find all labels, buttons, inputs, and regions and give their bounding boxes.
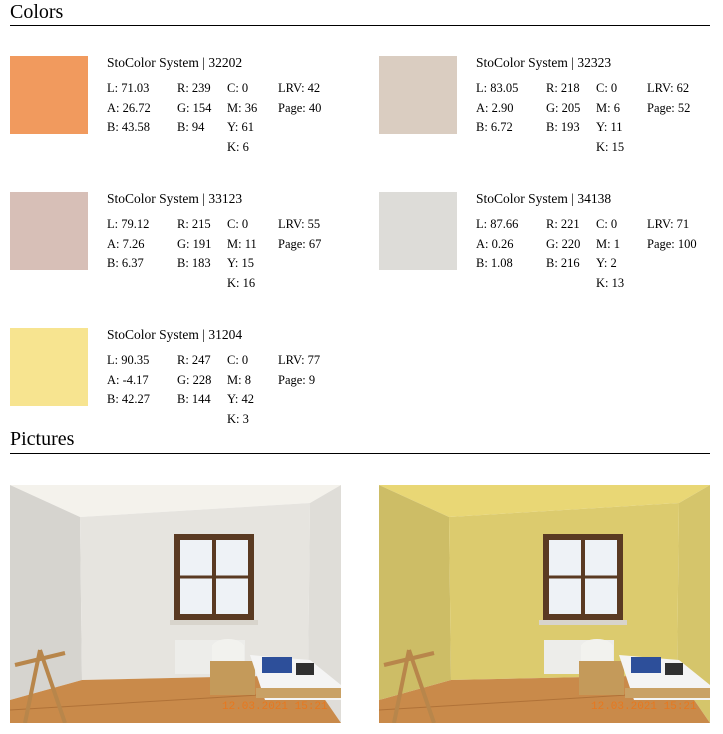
color-title: StoColor System | 33123	[107, 191, 243, 206]
color-swatch	[10, 56, 88, 134]
cmyk-values: C: 0 M: 36 Y: 61 K: 6	[227, 81, 258, 154]
lab-values: L: 79.12 A: 7.26 B: 6.37	[107, 217, 150, 270]
colors-heading: Colors	[10, 1, 64, 23]
pictures-heading: Pictures	[10, 428, 75, 450]
lab-values: L: 90.35 A: -4.17 B: 42.27	[107, 353, 151, 406]
color-card	[10, 56, 360, 176]
room-photo-recolored	[379, 485, 710, 723]
cmyk-values: C: 0 M: 1 Y: 2 K: 13	[596, 217, 625, 290]
color-card	[10, 192, 360, 312]
rgb-values: R: 221 G: 220 B: 216	[546, 217, 581, 270]
lrv-page-values: LRV: 62 Page: 52	[647, 81, 691, 115]
lab-values: L: 83.05 A: 2.90 B: 6.72	[476, 81, 519, 134]
color-title: StoColor System | 32323	[476, 55, 612, 70]
color-swatch	[379, 192, 457, 270]
photo-timestamp: 12.03.2021 15:21	[222, 701, 328, 713]
rgb-values: R: 215 G: 191 B: 183	[177, 217, 212, 270]
color-swatch	[379, 56, 457, 134]
pictures-divider	[10, 453, 710, 454]
lrv-page-values: LRV: 71 Page: 100	[647, 217, 697, 251]
color-title: StoColor System | 31204	[107, 327, 243, 342]
colors-divider	[10, 25, 710, 26]
lab-values: L: 71.03 A: 26.72 B: 43.58	[107, 81, 151, 134]
cmyk-values: C: 0 M: 8 Y: 42 K: 3	[227, 353, 254, 426]
photo-timestamp: 12.03.2021 15:21	[591, 701, 697, 713]
color-title: StoColor System | 34138	[476, 191, 612, 206]
color-swatch	[10, 328, 88, 406]
color-title: StoColor System | 32202	[107, 55, 243, 70]
cmyk-values: C: 0 M: 11 Y: 15 K: 16	[227, 217, 257, 290]
color-card	[379, 56, 723, 176]
room-photo-original	[10, 485, 341, 723]
lab-values: L: 87.66 A: 0.26 B: 1.08	[476, 217, 519, 270]
rgb-values: R: 218 G: 205 B: 193	[546, 81, 581, 134]
lrv-page-values: LRV: 77 Page: 9	[278, 353, 321, 387]
cmyk-values: C: 0 M: 6 Y: 11 K: 15	[596, 81, 625, 154]
lrv-page-values: LRV: 55 Page: 67	[278, 217, 322, 251]
lrv-page-values: LRV: 42 Page: 40	[278, 81, 322, 115]
rgb-values: R: 247 G: 228 B: 144	[177, 353, 212, 406]
color-swatch	[10, 192, 88, 270]
color-card	[379, 192, 723, 312]
rgb-values: R: 239 G: 154 B: 94	[177, 81, 212, 134]
